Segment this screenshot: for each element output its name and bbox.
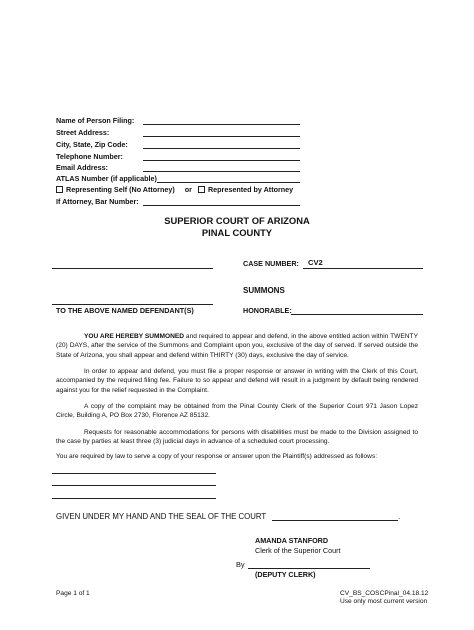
honorable-label: HONORABLE: [243, 306, 292, 315]
seal-date-field[interactable] [272, 520, 398, 521]
representation-row [56, 185, 293, 194]
street-address-field[interactable] [143, 136, 300, 137]
paragraph-appear-defend: In order to appear and defend, you must file a proper response or answer in writing with the Clerk of this Court, accompanied by the required filing fee. Failure to so appear and defend will result in a judgment by default being rendered against you for the relief requested in the Complaint. [56, 368, 418, 394]
case-number-value: CV2 [308, 258, 323, 267]
telephone-number-label: Telephone Number: [56, 152, 123, 161]
clerk-name: AMANDA STANFORD [255, 536, 329, 545]
city-state-zip-label: City, State, Zip Code: [56, 140, 128, 149]
atlas-number-field[interactable] [157, 182, 300, 183]
email-address-field[interactable] [143, 171, 300, 172]
deputy-clerk-signature-field[interactable] [248, 568, 370, 569]
telephone-number-field[interactable] [143, 160, 300, 161]
bar-number-label: If Attorney, Bar Number: [56, 197, 139, 206]
clerk-title: Clerk of the Superior Court [255, 546, 341, 555]
email-address-label: Email Address: [56, 163, 109, 172]
name-of-person-filing-label: Name of Person Filing: [56, 116, 135, 125]
given-under-hand-text: GIVEN UNDER MY HAND AND THE SEAL OF THE COURT [56, 512, 267, 521]
summoned-rest-text: and required to appear and defend, in the above entitled action within TWENTY (20) DAYS, after the service of the Summons and Complaint upon you, exclusive of the day of served. If served outside the State of Arizona, you shall appear and defend within THIRTY (30) days, exclusive the day of service. [56, 333, 418, 359]
represented-by-attorney-label: Represented by Attorney [207, 185, 294, 194]
form-code: CV_BS_COSCPinal_04.18.12 [340, 590, 429, 597]
defendant-name-line[interactable] [52, 304, 213, 305]
atlas-number-label: ATLAS Number (if applicable) [56, 174, 157, 183]
case-number-label: CASE NUMBER: [243, 259, 299, 268]
given-period: . [398, 512, 401, 521]
represented-by-attorney-checkbox[interactable] [198, 186, 205, 193]
paragraph-summoned [56, 332, 418, 360]
plaintiff-address-line-2[interactable] [52, 485, 216, 486]
representing-self-checkbox[interactable] [56, 186, 63, 193]
paragraph-complaint-copy: A copy of the complaint may be obtained from the Pinal County Clerk of the Superior Court 971 Jason Lopez Circle, Building A, PO Box 2730, Florence AZ 85132. [56, 403, 418, 420]
defendants-label: TO THE ABOVE NAMED DEFENDANT(S) [56, 306, 194, 315]
court-title-line2: PINAL COUNTY [201, 227, 273, 238]
representing-self-label: Representing Self (No Attorney) [66, 185, 175, 194]
plaintiff-address-line-1[interactable] [52, 473, 216, 474]
summons-title: SUMMONS [243, 286, 285, 295]
court-title-line1: SUPERIOR COURT OF ARIZONA [164, 215, 310, 226]
or-text: or [184, 185, 192, 194]
plaintiff-name-line[interactable] [52, 268, 213, 269]
street-address-label: Street Address: [56, 128, 110, 137]
paragraph-serve-copy: You are required by law to serve a copy of your response or answer upon the Plaintiff(s) addressed as follows: [56, 453, 378, 460]
deputy-clerk-label: (DEPUTY CLERK) [255, 570, 316, 579]
name-of-person-filing-field[interactable] [143, 124, 300, 125]
plaintiff-address-line-3[interactable] [52, 498, 216, 499]
bar-number-field[interactable] [143, 205, 300, 206]
city-state-zip-field[interactable] [143, 148, 300, 149]
summoned-bold-text: YOU ARE HEREBY SUMMONED [84, 333, 185, 340]
paragraph-accommodations: Requests for reasonable accommodations for persons with disabilities must be made to the Division assigned to the case by parties at least three (3) judicial days in advance of a scheduled court processing. [56, 429, 418, 446]
by-label: By [236, 560, 245, 569]
page-number: Page 1 of 1 [56, 590, 90, 597]
version-note: Use only most current version [340, 598, 428, 605]
case-number-field[interactable] [303, 268, 423, 269]
honorable-field[interactable] [291, 314, 423, 315]
